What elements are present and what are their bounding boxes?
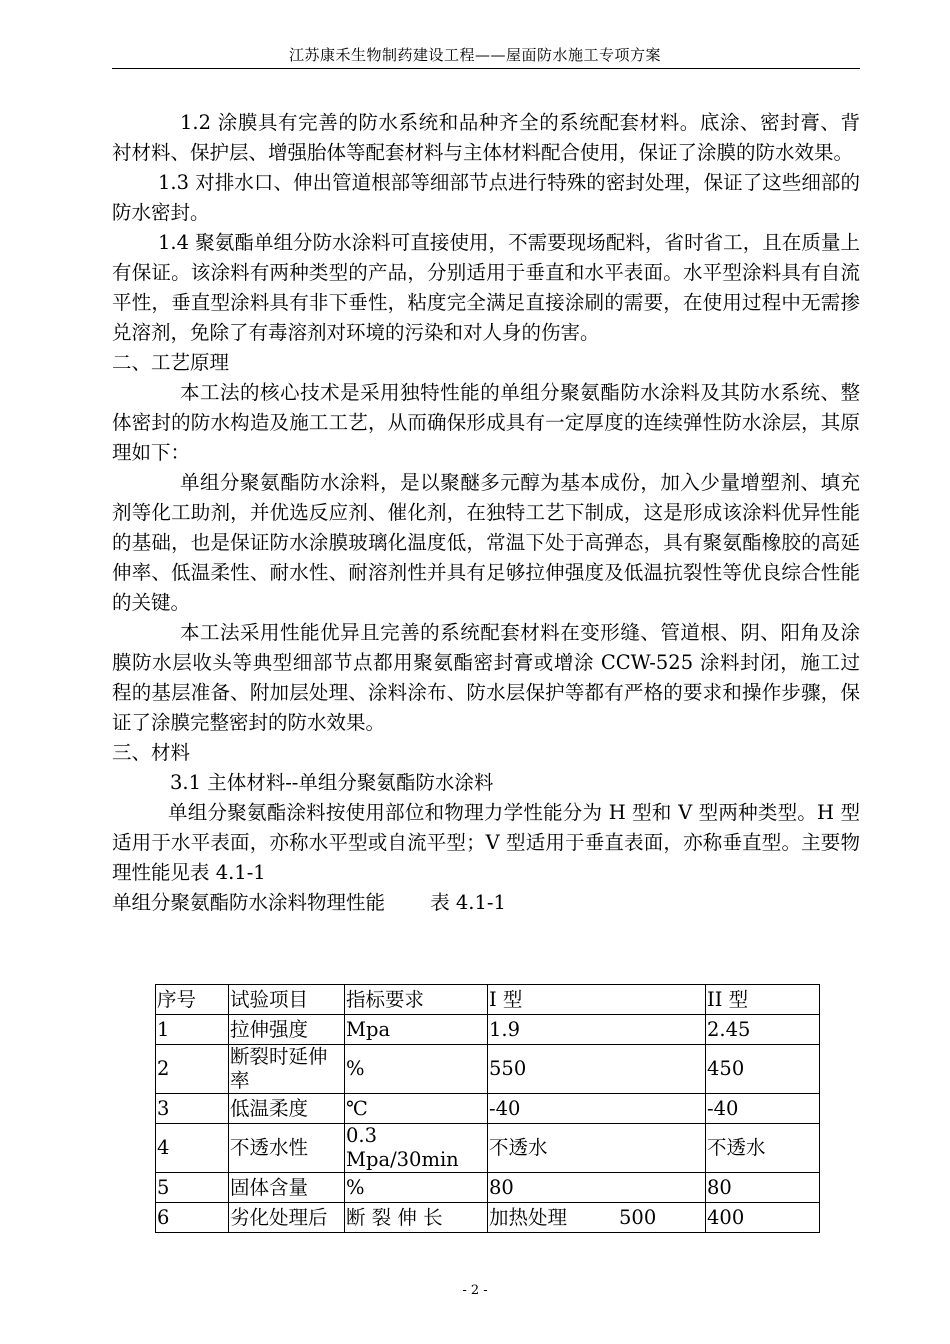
header-cell: I 型 (488, 985, 706, 1015)
table-cell: -40 (488, 1094, 706, 1124)
table-cell: 550 (488, 1045, 706, 1094)
table-cell: 不透水 (706, 1124, 820, 1173)
table-row (156, 1173, 820, 1203)
table-cell: 80 (488, 1173, 706, 1203)
table-cell: ℃ (345, 1094, 488, 1124)
table-row (156, 1124, 820, 1173)
table-cell: 断裂时延伸率 (229, 1045, 345, 1094)
table-cell: 500 (618, 1203, 706, 1233)
table-cell: 不透水性 (229, 1124, 345, 1173)
table-cell: 固体含量 (229, 1173, 345, 1203)
table-cell: 低温柔度 (229, 1094, 345, 1124)
table-cell: 3 (156, 1094, 229, 1124)
header-cell: 试验项目 (229, 985, 345, 1015)
table-cell: % (345, 1045, 488, 1094)
table-cell: 断 裂 伸 长 (345, 1203, 488, 1233)
subsection-heading-3-1: 3.1 主体材料--单组分聚氨酯防水涂料 (170, 771, 494, 794)
table-caption: 单组分聚氨酯防水涂料物理性能 表 4.1-1 (112, 891, 506, 914)
paragraph-3-1: 单组分聚氨酯涂料按使用部位和物理力学性能分为 H 型和 V 型两种类型。H 型适用于水平表面，亦称水平型或自流平型；V 型适用于垂直表面，亦称垂直型。主要物理性能见表 4.1-1 (112, 801, 860, 884)
paragraph-2-1: 本工法的核心技术是采用独特性能的单组分聚氨酯防水涂料及其防水系统、整体密封的防水构造及施工工艺，从而确保形成具有一定厚度的连续弹性防水涂层，其原理如下： (112, 381, 860, 464)
table-cell: 拉伸强度 (229, 1015, 345, 1045)
section-heading-2: 二、工艺原理 (112, 351, 230, 374)
table-cell: 80 (706, 1173, 820, 1203)
table-cell: 0.3 Mpa/30min (345, 1124, 488, 1173)
table-row (156, 1094, 820, 1124)
paragraph-1-3: 1.3 对排水口、伸出管道根部等细部节点进行特殊的密封处理，保证了这些细部的防水密封。 (112, 171, 860, 224)
table-cell: Mpa (345, 1015, 488, 1045)
table-cell: 劣化处理后 (229, 1203, 345, 1233)
page-number: - 2 - (462, 1283, 488, 1298)
header-cell: 指标要求 (345, 985, 488, 1015)
section-heading-3: 三、材料 (112, 741, 191, 764)
table-cell: 450 (706, 1045, 820, 1094)
table-row (156, 1045, 820, 1094)
table-cell: 2 (156, 1045, 229, 1094)
table-cell: 400 (706, 1203, 820, 1233)
table-cell: % (345, 1173, 488, 1203)
paragraph-2-2: 单组分聚氨酯防水涂料，是以聚醚多元醇为基本成份，加入少量增塑剂、填充剂等化工助剂，并优选反应剂、催化剂，在独特工艺下制成，这是形成该涂料优异性能的基础，也是保证防水涂膜玻璃化温度低，常温下处于高弹态，具有聚氨酯橡胶的高延伸率、低温柔性、耐水性、耐溶剂性并具有足够拉伸强度及低温抗裂性等优良综合性能的关键。 (112, 471, 860, 614)
table-cell: 5 (156, 1173, 229, 1203)
table-cell: 6 (156, 1203, 229, 1233)
table-cell: 1.9 (488, 1015, 706, 1045)
table-header-row (156, 985, 820, 1015)
table-cell: -40 (706, 1094, 820, 1124)
document-header: 江苏康禾生物制药建设工程——屋面防水施工专项方案 (288, 46, 661, 64)
header-cell: 序号 (156, 985, 229, 1015)
paragraph-2-3: 本工法采用性能优异且完善的系统配套材料在变形缝、管道根、阴、阳角及涂膜防水层收头等典型细部节点都用聚氨酯密封膏或增涂 CCW-525 涂料封闭，施工过程的基层准备、附加层处理、涂料涂布、防水层保护等都有严格的要求和操作步骤，保证了涂膜完整密封的防水效果。 (112, 621, 860, 734)
table-cell: 4 (156, 1124, 229, 1173)
properties-table (155, 984, 820, 1233)
header-rule (112, 68, 860, 69)
table-row (156, 1015, 820, 1045)
table-cell: 2.45 (706, 1015, 820, 1045)
table-cell: 不透水 (488, 1124, 706, 1173)
document-body (112, 108, 860, 918)
table-cell: 加热处理 (488, 1203, 619, 1233)
paragraph-1-2: 1.2 涂膜具有完善的防水系统和品种齐全的系统配套材料。底涂、密封膏、背衬材料、保护层、增强胎体等配套材料与主体材料配合使用，保证了涂膜的防水效果。 (112, 111, 860, 164)
paragraph-1-4: 1.4 聚氨酯单组分防水涂料可直接使用，不需要现场配料，省时省工，且在质量上有保证。该涂料有两种类型的产品，分别适用于垂直和水平表面。水平型涂料具有自流平性，垂直型涂料具有非下垂性，粘度完全满足直接涂刷的需要，在使用过程中无需掺兑溶剂，免除了有毒溶剂对环境的污染和对人身的伤害。 (112, 231, 860, 344)
table-row (156, 1203, 820, 1233)
table-cell: 1 (156, 1015, 229, 1045)
header-cell: II 型 (706, 985, 820, 1015)
